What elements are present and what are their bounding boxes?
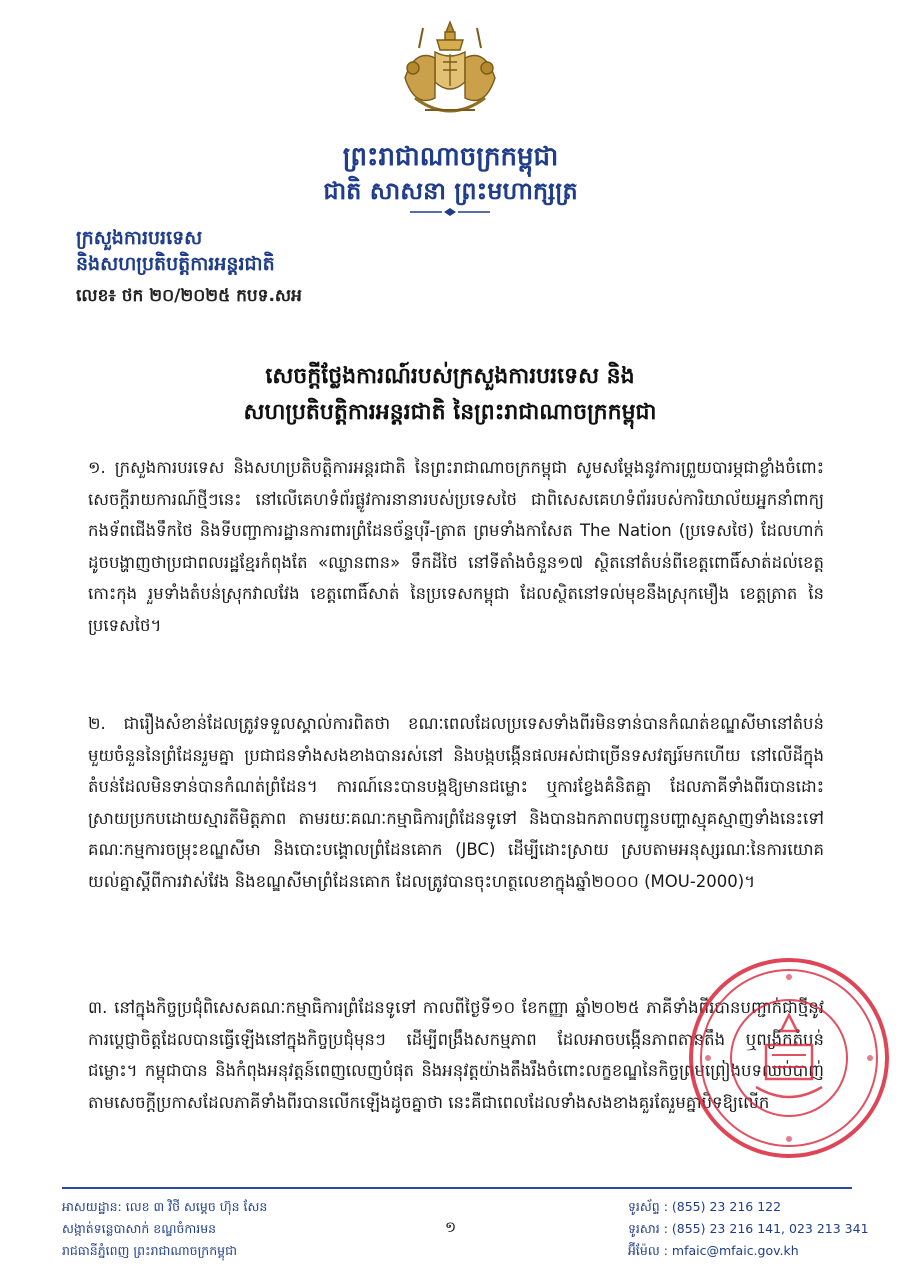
ministry-name-line2: និងសហប្រតិបត្តិការអន្តរជាតិ	[76, 253, 275, 275]
paragraph-text: នៅក្នុងកិច្ចប្រជុំពិសេសគណៈកម្មាធិការព្រំដែនទូទៅ កាលពីថ្ងៃទី១០ ខែកញ្ញា ឆ្នាំ២០២៥ ភាគីទាំងពីរបានបញ្ជាក់ជាថ្មីនូវការប្តេជ្ញាចិត្តដែលបានធ្វើឡើងនៅក្នុងកិច្ចប្រជុំមុនៗ ដើម្បីពង្រឹងសកម្មភាព ដែលអាចបង្កើនភាពតានតឹង ឬពង្រីកតំបន់ជម្លោះ។ កម្ពុជាបាន និងកំពុងអនុវត្តន៍ពេញលេញបំផុត និងអនុវត្តយ៉ាងតឹងរឹងចំពោះលក្ខខណ្ឌនៃកិច្ចព្រមព្រៀងបទឈប់បាញ់ តាមសេចក្តីប្រកាសដែលភាគីទាំងពីរបានលើកឡើងដូចគ្នាថា នេះគឺជាពេលដែលទាំងសងខាងគួរតែរួមគ្នាបិទឱ្យលើក	[88, 998, 824, 1112]
paragraph-text: ជារឿងសំខាន់ដែលត្រូវទទួលស្គាល់ការពិតថា ខណៈពេលដែលប្រទេសទាំងពីរមិនទាន់បានកំណត់ខណ្ឌសីមានៅតំបន់មួយចំនួននៃព្រំដែនរួមគ្នា ប្រជាជនទាំងសងខាងបានរស់នៅ និងបង្កបង្កើនផលអស់ជាច្រើនទសវត្សរ៍មកហើយ នៅលើដីក្នុងតំបន់ដែលមិនទាន់បានកំណត់ព្រំដែន។ ការណ៍នេះបានបង្កឱ្យមានជម្លោះ ឬការខ្វែងគំនិតគ្នា ដែលភាគីទាំងពីរបានដោះស្រាយប្រកបដោយស្មារតីមិត្តភាព តាមរយៈគណៈកម្មាធិការព្រំដែនទូទៅ និងបានឯកភាពបញ្ជូនបញ្ហាស្មុគស្មាញទាំងនេះទៅគណៈកម្មការចម្រុះខណ្ឌសីមា និងបោះបង្គោលព្រំដែនគោក (JBC) ដើម្បីដោះស្រាយ ស្របតាមអនុស្សរណៈនៃការយោគយល់គ្នាស្តីពីការវាស់វែង និងខណ្ឌសីមាព្រំដែនគោក ដែលត្រូវបានចុះហត្ថលេខាក្នុងឆ្នាំ២០០០ (MOU-2000)។	[88, 714, 825, 891]
ministry-seal-icon	[686, 955, 892, 1161]
statement-title-line2: សហប្រតិបត្តិការអន្តរជាតិ នៃព្រះរាជាណាចក្រកម្ពុជា	[243, 400, 657, 425]
phone-number: ទូរស័ព្ទ : (855) 23 216 122	[628, 1199, 782, 1214]
kingdom-title: ព្រះរាជាណាចក្រកម្ពុជា	[342, 142, 559, 172]
paragraph-number: ៣.	[88, 998, 108, 1017]
paragraph-2	[88, 708, 824, 897]
paragraph-1	[88, 452, 824, 641]
paragraph-text: ក្រសួងការបរទេស និងសហប្រតិបត្តិការអន្តរជាតិ នៃព្រះរាជាណាចក្រកម្ពុជា សូមសម្តែងនូវការព្រួយបារម្ភជាខ្លាំងចំពោះសេចក្តីរាយការណ៍ថ្មីៗនេះ នៅលើគេហទំព័រផ្លូវការនានារបស់ប្រទេសថៃ ជាពិសេសគេហទំព័ររបស់ការិយាល័យអ្នកនាំពាក្យកងទ័ពជើងទឹកថៃ និងទីបញ្ជាការដ្ឋានការពារព្រំដែនច័ន្ទបុរី-ត្រាត ព្រមទាំងកាសែត The Nation (ប្រទេសថៃ) ដែលហាក់ដូចបង្ហាញថាប្រជាពលរដ្ឋខ្មែរកំពុងតែ «ឈ្លានពាន» ទឹកដីថៃ នៅទីតាំងចំនួន១៧ ស្ថិតនៅតំបន់ពីខេត្តពោធិ៍សាត់ដល់ខេត្តកោះកុង រួមទាំងតំបន់ស្រុកវាលវែង ខេត្តពោធិ៍សាត់ នៃប្រទេសកម្ពុជា ដែលស្ថិតនៅទល់មុខនឹងស្រុកមឿង ខេត្តត្រាត នៃប្រទេសថៃ។	[88, 458, 824, 635]
reference-number: លេខ៖ ថក ២០/២០២៥ កបទ.សអ	[76, 286, 302, 306]
paragraph-number: ២.	[88, 714, 106, 733]
address-line1: អាសយដ្ឋាន: លេខ ៣ វិថី សម្តេច ហ៊ុន សែន	[62, 1199, 268, 1214]
address-line3: រាជធានីភ្នំពេញ ព្រះរាជាណាចក្រកម្ពុជា	[62, 1243, 237, 1258]
national-motto: ជាតិ សាសនា ព្រះមហាក្សត្រ	[323, 177, 578, 205]
ministry-name-line1: ក្រសួងការបរទេស	[76, 227, 203, 249]
royal-arms-emblem-icon	[385, 18, 515, 128]
page-number: ១	[444, 1218, 457, 1236]
ornament-divider-icon	[410, 207, 490, 217]
email-address: អ៊ីម៉ែល : mfaic@mfaic.gov.kh	[628, 1243, 799, 1258]
fax-number: ទូរសារ : (855) 23 216 141, 023 213 341	[628, 1221, 869, 1236]
address-line2: សង្កាត់ទន្លេបាសាក់ ខណ្ឌចំការមន	[62, 1221, 217, 1236]
paragraph-number: ១.	[88, 458, 106, 477]
footer-divider	[62, 1187, 852, 1189]
statement-title-line1: សេចក្តីថ្លែងការណ៍របស់ក្រសួងការបរទេស និង	[265, 364, 635, 389]
footer-contact	[628, 1196, 869, 1262]
